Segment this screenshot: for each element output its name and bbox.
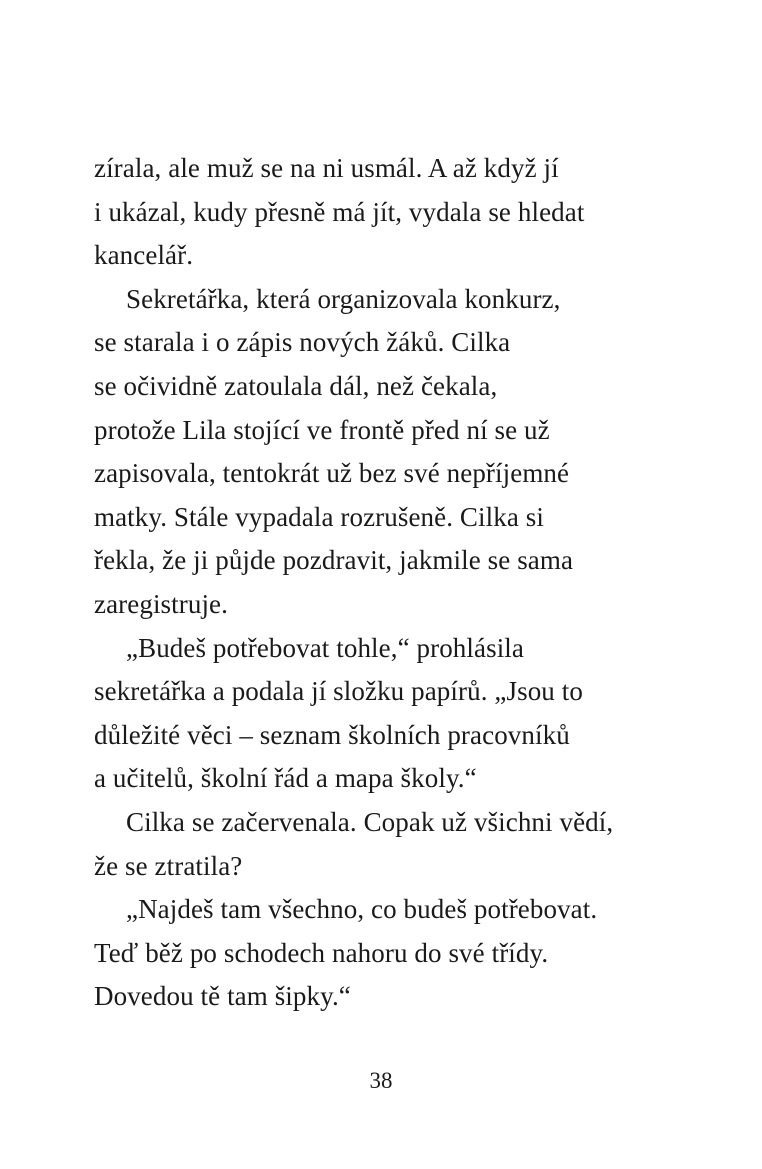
text-line: i ukázal, kudy přesně má jít, vydala se hledat <box>94 196 585 227</box>
page-number: 38 <box>369 1068 393 1093</box>
text-line: sekretářka a podala jí složku papírů. „Jsou to <box>94 676 583 707</box>
text-line: protože Lila stojící ve frontě před ní se už <box>94 414 550 445</box>
text-line: se očividně zatoulala dál, než čekala, <box>94 370 498 401</box>
text-line: že se ztratila? <box>94 850 243 881</box>
text-line: a učitelů, školní řád a mapa školy.“ <box>94 763 477 794</box>
text-line: zaregistruje. <box>94 588 228 619</box>
paragraph-start-line: „Budeš potřebovat tohle,“ prohlásila <box>126 632 524 663</box>
text-line: se starala i o zápis nových žáků. Cilka <box>94 327 511 358</box>
paragraph-start-line: „Najdeš tam všechno, co budeš potřebovat. <box>126 894 598 925</box>
text-line: Dovedou tě tam šipky.“ <box>94 981 351 1012</box>
text-line: matky. Stále vypadala rozrušeně. Cilka si <box>94 501 544 532</box>
text-line: důležité věci – seznam školních pracovníků <box>94 719 570 750</box>
body-text <box>94 147 654 1019</box>
text-line: kancelář. <box>94 240 194 271</box>
paragraph-start-line: Sekretářka, která organizovala konkurz, <box>126 283 561 314</box>
text-line: Teď běž po schodech nahoru do své třídy. <box>94 937 549 968</box>
text-line: zapisovala, tentokrát už bez své nepříjemné <box>94 458 570 489</box>
text-line: zírala, ale muž se na ni usmál. A až když jí <box>94 153 559 183</box>
text-line: řekla, že ji půjde pozdravit, jakmile se sama <box>94 545 574 576</box>
paragraph-start-line: Cilka se začervenala. Copak už všichni vědí, <box>126 806 614 837</box>
